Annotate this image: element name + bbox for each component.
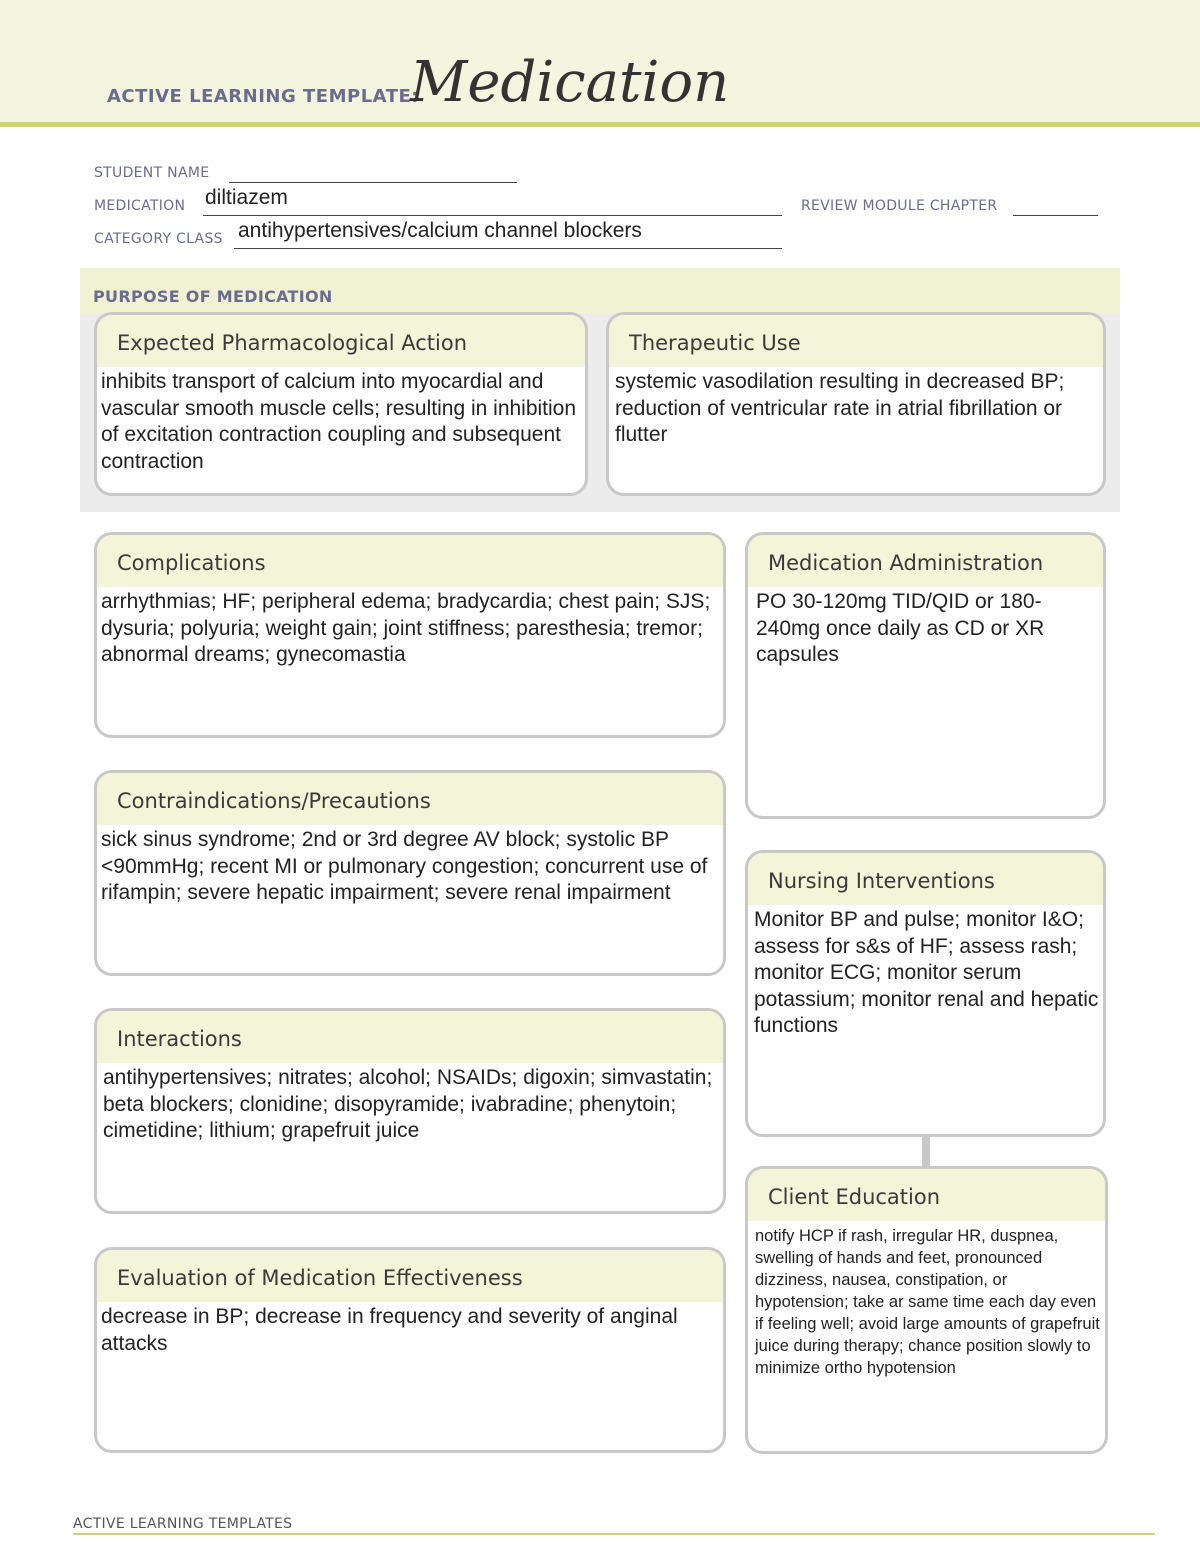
student-name-field[interactable] xyxy=(229,166,517,183)
nursing-text[interactable]: Monitor BP and pulse; monitor I&O; assess for s&s of HF; assess rash; monitor ECG; monitor serum potassium; monitor renal and hepatic functions xyxy=(754,908,1099,1037)
box-connector xyxy=(922,1136,930,1166)
therapeutic-use-text[interactable]: systemic vasodilation resulting in decreased BP; reduction of ventricular rate in atrial fibrillation or flutter xyxy=(615,370,1065,446)
page-title: Medication xyxy=(410,50,730,115)
category-class-value: antihypertensives/calcium channel blockers xyxy=(238,219,642,242)
expected-action-title: Expected Pharmacological Action xyxy=(117,331,468,355)
client-education-text[interactable]: notify HCP if rash, irregular HR, duspnea, swelling of hands and feet, pronounced dizziness, nausea, constipation, or hypotension; take ar same time each day even if feeling well; avoid large amounts of grapefruit juice during therapy; chance position slowly to minimize ortho hypotension xyxy=(755,1227,1100,1377)
evaluation-box xyxy=(94,1247,726,1453)
medication-label: MEDICATION xyxy=(94,198,186,214)
contraindications-text[interactable]: sick sinus syndrome; 2nd or 3rd degree AV block; systolic BP <90mmHg; recent MI or pulmonary congestion; concurrent use of rifampin; severe hepatic impairment; severe renal impairment xyxy=(101,828,708,904)
evaluation-text[interactable]: decrease in BP; decrease in frequency and severity of anginal attacks xyxy=(101,1305,678,1355)
nursing-box xyxy=(745,850,1106,1137)
complications-title: Complications xyxy=(117,551,266,575)
header-rule xyxy=(0,122,1200,127)
expected-action-box xyxy=(94,312,588,496)
footer-label: ACTIVE LEARNING TEMPLATES xyxy=(73,1516,293,1532)
contraindications-box xyxy=(94,770,726,976)
interactions-title: Interactions xyxy=(117,1027,242,1051)
category-class-label: CATEGORY CLASS xyxy=(94,231,223,247)
purpose-label: PURPOSE OF MEDICATION xyxy=(93,287,333,306)
evaluation-title: Evaluation of Medication Effectiveness xyxy=(117,1266,523,1290)
expected-action-text[interactable]: inhibits transport of calcium into myocardial and vascular smooth muscle cells; resulting in inhibition of excitation contraction coupling and subsequent contraction xyxy=(101,370,577,473)
therapeutic-use-box xyxy=(606,312,1106,496)
complications-text[interactable]: arrhythmias; HF; peripheral edema; bradycardia; chest pain; SJS; dysuria; polyuria; weight gain; joint stiffness; paresthesia; tremor; abnormal dreams; gynecomastia xyxy=(101,590,711,666)
student-name-label: STUDENT NAME xyxy=(94,165,210,181)
contraindications-title: Contraindications/Precautions xyxy=(117,789,431,813)
administration-title: Medication Administration xyxy=(768,551,1044,575)
template-label: ACTIVE LEARNING TEMPLATE: xyxy=(107,86,419,107)
interactions-box xyxy=(94,1008,726,1214)
client-education-title: Client Education xyxy=(768,1185,941,1209)
medication-field[interactable] xyxy=(203,199,782,216)
interactions-text[interactable]: antihypertensives; nitrates; alcohol; NSAIDs; digoxin; simvastatin; beta blockers; clonidine; disopyramide; ivabradine; phenytoin; cimetidine; lithium; grapefruit juice xyxy=(103,1066,713,1142)
footer-rule xyxy=(73,1533,1155,1535)
client-education-box xyxy=(745,1166,1108,1454)
complications-box xyxy=(94,532,726,738)
nursing-title: Nursing Interventions xyxy=(768,869,995,893)
therapeutic-use-title: Therapeutic Use xyxy=(629,331,801,355)
medication-value: diltiazem xyxy=(205,186,288,209)
administration-box xyxy=(745,532,1106,819)
administration-text[interactable]: PO 30-120mg TID/QID or 180-240mg once daily as CD or XR capsules xyxy=(756,590,1045,666)
review-module-label: REVIEW MODULE CHAPTER xyxy=(801,198,998,214)
review-module-field[interactable] xyxy=(1013,199,1098,216)
